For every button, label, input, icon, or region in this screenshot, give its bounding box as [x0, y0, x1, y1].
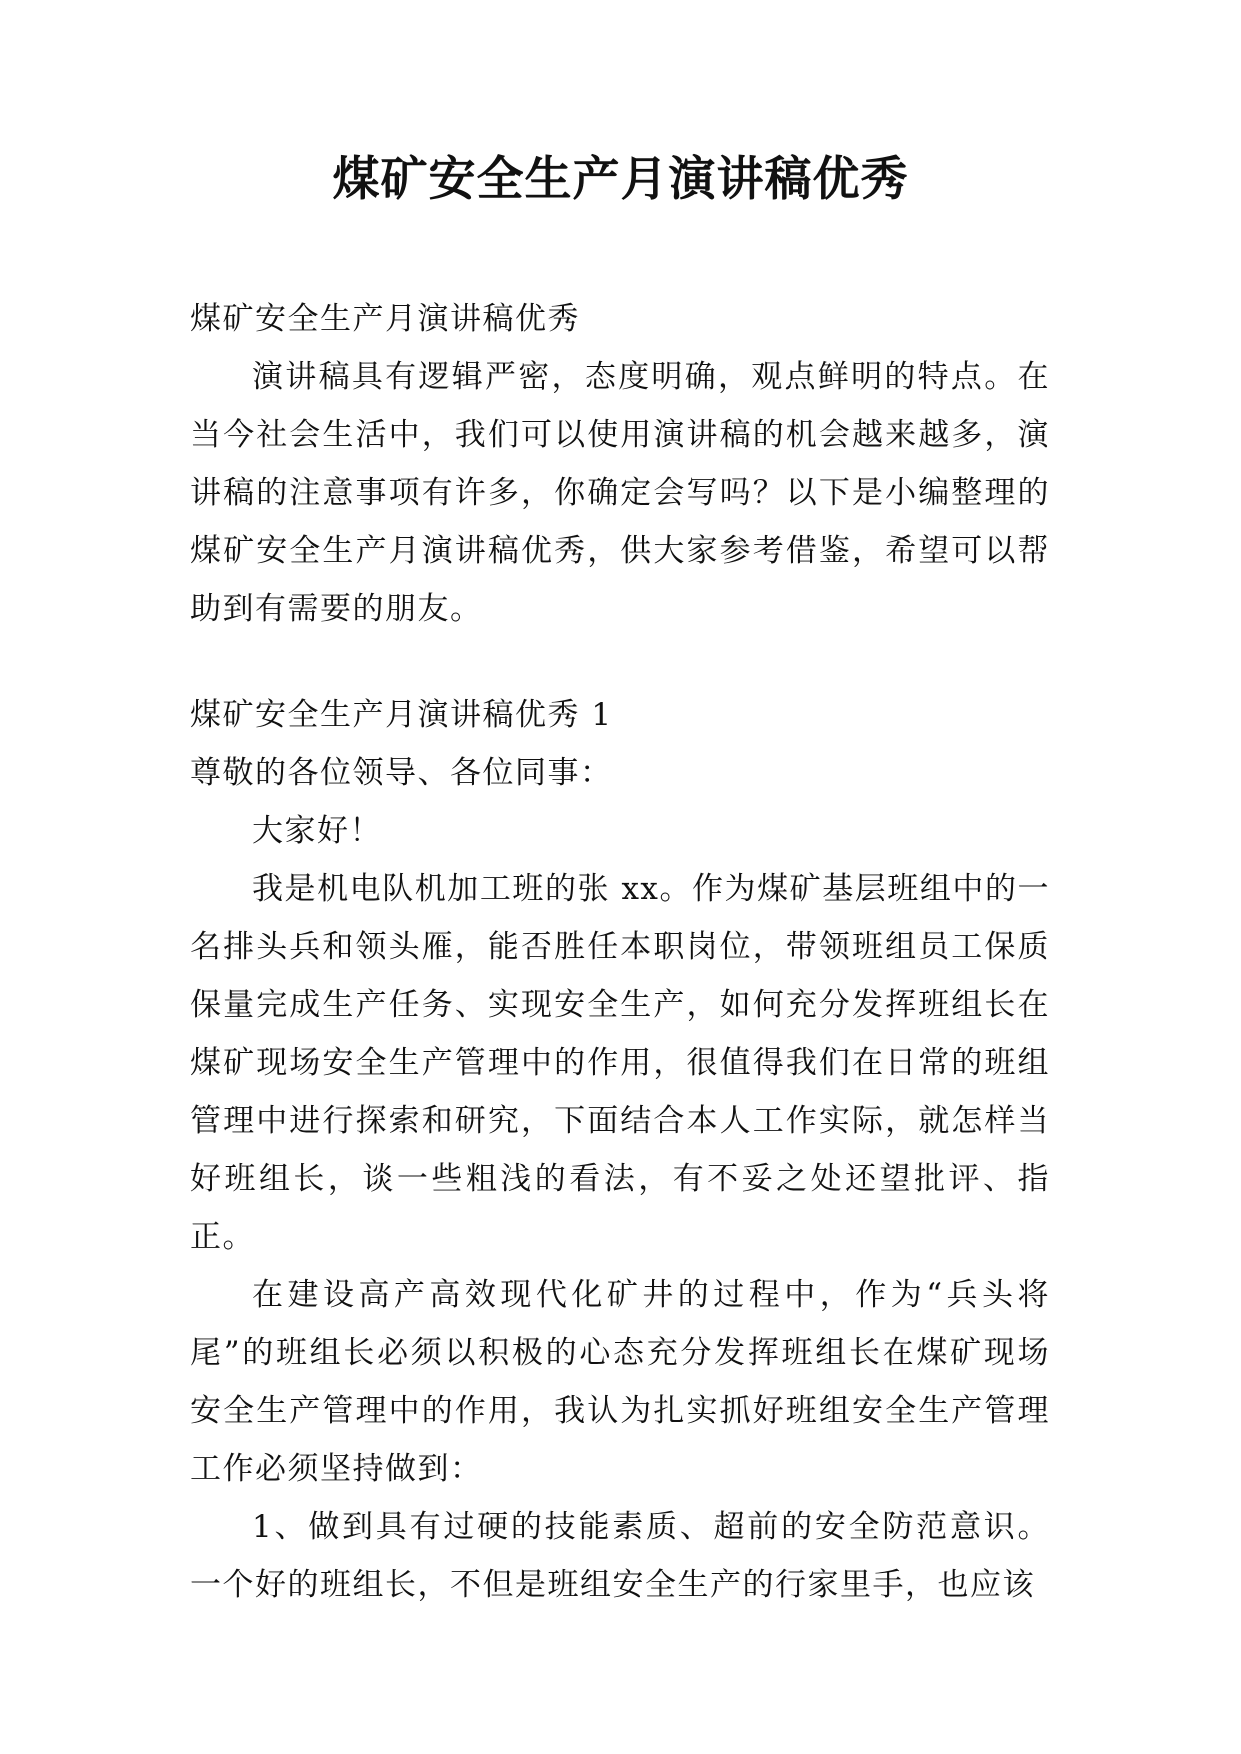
- document-body: [190, 290, 1050, 1614]
- body-paragraph-3: 1、做到具有过硬的技能素质、超前的安全防范意识。一个好的班组长，不但是班组安全生产的行家里手，也应该: [190, 1509, 1050, 1603]
- document-title: 煤矿安全生产月演讲稿优秀: [332, 152, 909, 207]
- body-paragraph-1: 我是机电队机加工班的张 xx。作为煤矿基层班组中的一名排头兵和领头雁，能否胜任本职岗位，带领班组员工保质保量完成生产任务、实现安全生产，如何充分发挥班组长在煤矿现场安全生产管理中的作用，很值得我们在日常的班组管理中进行探索和研究，下面结合本人工作实际，就怎样当好班组长，谈一些粗浅的看法，有不妥之处还望批评、指正。: [190, 871, 1050, 1255]
- section-heading: 煤矿安全生产月演讲稿优秀 1: [190, 697, 613, 733]
- section-spacer: [190, 638, 1050, 686]
- intro-heading: 煤矿安全生产月演讲稿优秀: [190, 301, 580, 337]
- intro-paragraph: 演讲稿具有逻辑严密，态度明确，观点鲜明的特点。在当今社会生活中，我们可以使用演讲稿的机会越来越多，演讲稿的注意事项有许多，你确定会写吗？以下是小编整理的煤矿安全生产月演讲稿优秀，供大家参考借鉴，希望可以帮助到有需要的朋友。: [190, 359, 1050, 627]
- body-paragraph-2: 在建设高产高效现代化矿井的过程中，作为“兵头将尾”的班组长必须以积极的心态充分发挥班组长在煤矿现场安全生产管理中的作用，我认为扎实抓好班组安全生产管理工作必须坚持做到：: [190, 1277, 1050, 1487]
- greeting: 大家好！: [252, 813, 382, 849]
- salutation: 尊敬的各位领导、各位同事：: [190, 755, 613, 791]
